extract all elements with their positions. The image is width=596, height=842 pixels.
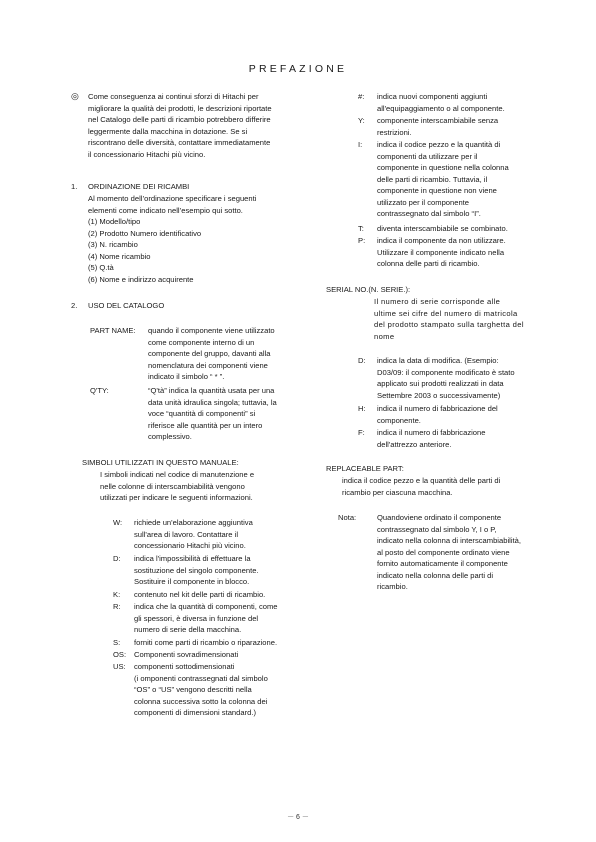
text-line: indica che la quantità di componenti, come (134, 602, 278, 611)
symbol-code: K: (113, 590, 121, 599)
text-line: componente interscambiabile senza (377, 116, 499, 125)
symbol-code: W: (113, 518, 123, 527)
text-line: gli spessori, è diversa in funzione del (134, 613, 259, 623)
text-line: componente del gruppo, davanti alla (148, 349, 271, 358)
symbol-description (134, 661, 268, 719)
text-line: indica nuovi componenti aggiunti (377, 92, 488, 101)
text-line: indica il numero di fabbricazione (377, 428, 486, 437)
nota-label: Nota: (338, 513, 357, 522)
text-line: Come conseguenza ai continui sforzi di Hitachi per (88, 92, 259, 101)
text-line: nel Catalogo delle parti di ricambio potrebbero differire (88, 115, 271, 124)
text-line: voce “quantità di componenti” si (148, 409, 256, 418)
intro-paragraph (88, 91, 295, 160)
text-line: componenti di dimensioni standard.) (134, 708, 256, 717)
text-line: componenti sottodimensionati (134, 662, 235, 671)
text-line: Il numero di serie corrisponde alle (374, 297, 501, 306)
text-line: Componenti sovradimensionati (134, 650, 239, 659)
text-line: sull'area di lavoro. Contattare il (134, 529, 239, 539)
serial-code: D: (358, 356, 366, 365)
symbol-code: S: (113, 638, 121, 647)
section2-number: 2. (71, 301, 78, 310)
text-line: Settembre 2003 o successivamente) (377, 390, 501, 400)
symbol-description (134, 553, 259, 588)
text-line: indicato il simbolo “ * ”. (148, 372, 225, 381)
text-line: colonna delle parti di ricambio. (377, 259, 480, 268)
text-line: il concessionario Hitachi più vicino. (88, 149, 206, 159)
text-line: dell'attrezzo anteriore. (377, 439, 452, 449)
text-line: Quandoviene ordinato il componente (377, 513, 502, 522)
symbol-description (377, 91, 505, 114)
text-line: all'equipaggiamento o al componente. (377, 103, 505, 113)
text-line: indicato nella colonna delle parti di (377, 570, 494, 580)
part-name-description (148, 325, 296, 383)
text-line: del prodotto stampato sulla targhetta del (374, 320, 524, 329)
symbol-code: OS: (113, 650, 127, 659)
symbol-description (377, 139, 509, 220)
text-line: contenuto nel kit delle parti di ricambio. (134, 590, 266, 599)
text-line: leggermente dalla macchina in dotazione. Se si (88, 126, 248, 136)
symbol-description (377, 223, 508, 235)
symbol-code: US: (113, 662, 126, 671)
section1-body (88, 193, 295, 285)
replaceable-description (342, 475, 500, 498)
list-item: (1) Modello/tipo (88, 217, 141, 226)
list-item: (4) Nome ricambio (88, 251, 151, 261)
serial-description (374, 296, 524, 342)
text-line: “Q'tà” indica la quantità usata per una (148, 386, 275, 395)
serial-heading: SERIAL NO.(N. SERIE.): (326, 285, 411, 294)
text-line: ricambio per ciascuna macchina. (342, 487, 453, 497)
list-item: (6) Nome e indirizzo acquirente (88, 274, 194, 284)
qty-description (148, 385, 296, 443)
text-line: contrassegnato dal simbolo Y, I o P, (377, 524, 497, 534)
text-line: utilizzati per indicare le seguenti informazioni. (100, 493, 253, 502)
serial-code-description (377, 427, 485, 450)
symbol-description (134, 601, 278, 636)
symbol-code: Y: (358, 116, 365, 125)
text-line: quando il componente viene utilizzato (148, 326, 275, 335)
text-line: indica la data di modifica. (Esempio: (377, 356, 499, 365)
text-line: ultime sei cifre del numero di matricola (374, 308, 518, 318)
section1-number: 1. (71, 182, 78, 191)
symbol-description (134, 649, 238, 661)
symbol-description (134, 517, 253, 552)
list-item: (2) Prodotto Numero identificativo (88, 228, 202, 238)
text-line: nomenclatura dei componenti viene (148, 360, 268, 370)
symbol-description (134, 589, 265, 601)
text-line: indica l'impossibilità di effettuare la (134, 554, 251, 563)
text-line: delle parti di ricambio. Tuttavia, il (377, 174, 488, 184)
serial-code-description (377, 403, 498, 426)
text-line: Al momento dell’ordinazione specificare i seguenti (88, 194, 257, 203)
text-line: al posto del componente ordinato viene (377, 547, 510, 557)
symbol-description (134, 637, 277, 649)
text-line: forniti come parti di ricambio o riparazione. (134, 638, 278, 647)
section2-heading: USO DEL CATALOGO (88, 301, 165, 310)
symbols-intro (100, 469, 296, 504)
text-line: colonna successiva sotto la colonna dei (134, 696, 268, 706)
symbol-description (377, 235, 506, 270)
nota-description (377, 512, 521, 593)
text-line: (i omponenti contrassegnati dal simbolo (134, 673, 268, 683)
list-item: (5) Q.tà (88, 263, 114, 272)
text-line: indica il componente da non utilizzare. (377, 236, 506, 245)
text-line: I simboli indicati nel codice di manutenzione e (100, 470, 255, 479)
symbol-code: T: (358, 224, 364, 233)
symbol-description (377, 115, 498, 138)
text-line: D03/09: il componente modificato è stato (377, 367, 515, 377)
text-line: Sostituire il componente in blocco. (134, 577, 250, 586)
text-line: componente in questione nella colonna (377, 163, 509, 172)
text-line: contrassegnato dal simbolo “I”. (377, 209, 481, 218)
serial-code: H: (358, 404, 366, 413)
list-item: (3) N. ricambio (88, 240, 138, 249)
text-line: “OS” o “US” vengono descritti nella (134, 685, 252, 694)
qty-label: Q'TY: (90, 386, 109, 395)
serial-code-description (377, 355, 515, 401)
text-line: componente in questione non viene (377, 186, 497, 195)
symbol-code: D: (113, 554, 121, 563)
symbol-code: P: (358, 236, 366, 245)
text-line: utilizzato per il componente (377, 197, 470, 207)
text-line: migliorare la qualità dei prodotti, le descrizioni riportate (88, 103, 272, 113)
text-line: componente. (377, 415, 421, 425)
text-line: sostituzione del singolo componente. (134, 565, 259, 575)
page-title: PREFAZIONE (248, 63, 348, 75)
intro-symbol: ◎ (71, 91, 79, 101)
text-line: riscontrano delle diversità, contattare immediatamente (88, 138, 271, 147)
text-line: ricambio. (377, 582, 408, 591)
replaceable-heading: REPLACEABLE PART: (326, 464, 404, 473)
text-line: indica il codice pezzo e la quantità delle parti di (342, 476, 501, 485)
text-line: Utilizzare il componente indicato nella (377, 247, 505, 257)
text-line: data unità idraulica singola; tuttavia, la (148, 397, 277, 407)
text-line: concessionario Hitachi più vicino. (134, 541, 246, 550)
text-line: diventa interscambiabile se combinato. (377, 224, 508, 233)
serial-code: F: (358, 428, 365, 437)
page-number: － 6 － (287, 814, 309, 821)
text-line: indicato nella colonna di interscambiabilità, (377, 536, 521, 545)
symbol-code: I: (358, 140, 363, 149)
part-name-label: PART NAME: (90, 326, 136, 335)
text-line: componenti da utilizzare per il (377, 151, 478, 161)
section1-heading: ORDINAZIONE DEI RICAMBI (88, 182, 190, 191)
text-line: fornito automaticamente il componente (377, 559, 508, 568)
text-line: nelle colonne di interscambiabilità vengono (100, 481, 245, 491)
text-line: numero di serie della macchina. (134, 625, 242, 634)
text-line: applicato sui prodotti realizzati in data (377, 379, 504, 388)
symbol-code: R: (113, 602, 121, 611)
text-line: indica il codice pezzo e la quantità di (377, 140, 501, 149)
text-line: elementi come indicato nell’esempio qui sotto. (88, 205, 243, 215)
symbols-heading: SIMBOLI UTILIZZATI IN QUESTO MANUALE: (82, 458, 239, 467)
text-line: complessivo. (148, 432, 192, 441)
text-line: restrizioni. (377, 127, 412, 137)
text-line: come componente interno di un (148, 337, 255, 347)
symbol-code: #: (358, 92, 365, 101)
text-line: nome (374, 331, 395, 341)
text-line: riferisce alle quantità per un intero (148, 420, 263, 430)
text-line: indica il numero di fabbricazione del (377, 404, 498, 413)
text-line: richiede un'elaborazione aggiuntiva (134, 518, 253, 527)
